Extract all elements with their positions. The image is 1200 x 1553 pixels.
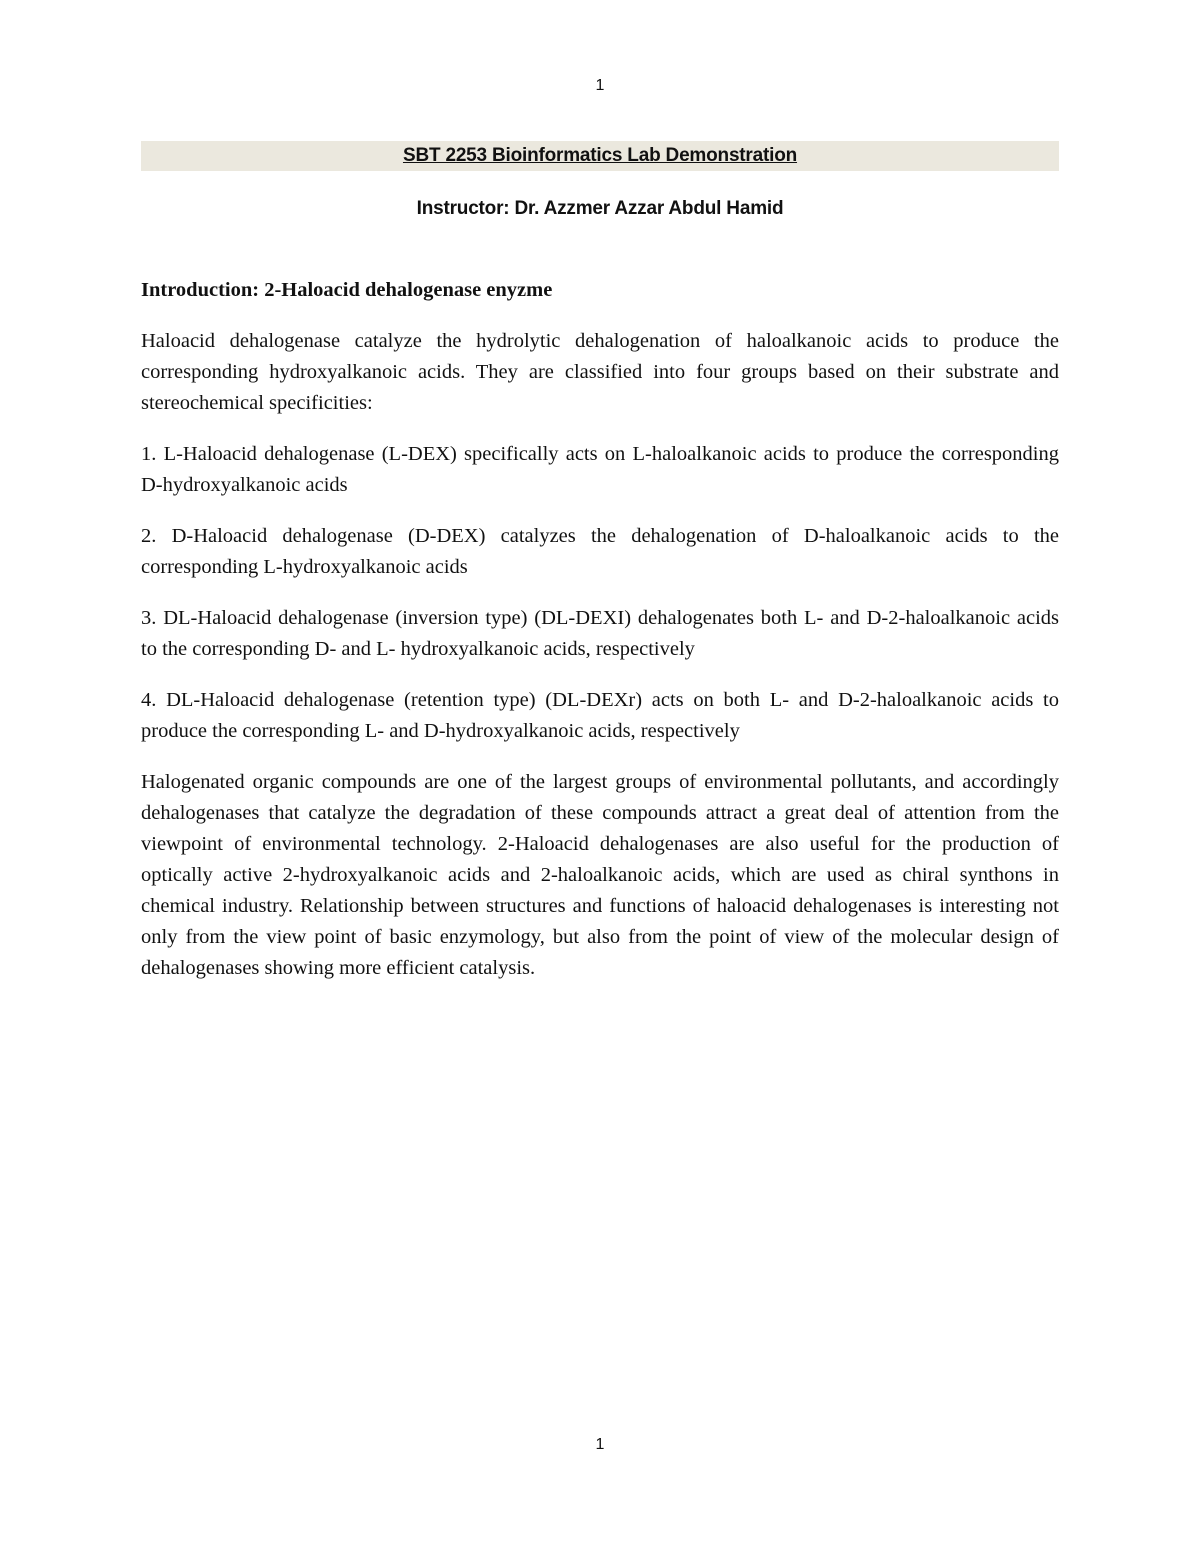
instructor-line: Instructor: Dr. Azzmer Azzar Abdul Hamid <box>416 198 784 219</box>
document-body <box>141 275 1059 1004</box>
closing-paragraph: Halogenated organic compounds are one of the largest groups of environmental pollutants, and accordingly dehalogenases that catalyze the degradation of these compounds attract a great deal of attention from the viewpoint of environmental technology. 2-Haloacid dehalogenases are also useful for the production of optically active 2-hydroxyalkanoic acids and 2-haloalkanoic acids, which are used as chiral synthons in chemical industry. Relationship between structures and functions of haloacid dehalogenases is interesting not only from the view point of basic enzymology, but also from the point of view of the molecular design of dehalogenases showing more efficient catalysis. <box>141 771 1059 979</box>
page-number-top: 1 <box>595 77 605 94</box>
page-number-bottom: 1 <box>595 1436 605 1453</box>
title-banner <box>141 141 1059 171</box>
intro-paragraph: Haloacid dehalogenase catalyze the hydrolytic dehalogenation of haloalkanoic acids to produce the corresponding hydroxyalkanoic acids. They are classified into four groups based on their substrate and stereochemical specificities: <box>141 330 1059 414</box>
list-item-2: 2. D-Haloacid dehalogenase (D-DEX) catalyzes the dehalogenation of D-haloalkanoic acids to the corresponding L-hydroxyalkanoic acids <box>141 525 1059 578</box>
list-item-4: 4. DL-Haloacid dehalogenase (retention type) (DL-DEXr) acts on both L- and D-2-haloalkanoic acids to produce the corresponding L- and D-hydroxyalkanoic acids, respectively <box>141 689 1059 742</box>
list-item-3: 3. DL-Haloacid dehalogenase (inversion type) (DL-DEXI) dehalogenates both L- and D-2-haloalkanoic acids to the corresponding D- and L- hydroxyalkanoic acids, respectively <box>141 607 1059 660</box>
list-item-1: 1. L-Haloacid dehalogenase (L-DEX) specifically acts on L-haloalkanoic acids to produce the corresponding D-hydroxyalkanoic acids <box>141 443 1059 496</box>
document-title: SBT 2253 Bioinformatics Lab Demonstration <box>402 145 798 166</box>
section-heading: Introduction: 2-Haloacid dehalogenase enyzme <box>141 279 553 301</box>
